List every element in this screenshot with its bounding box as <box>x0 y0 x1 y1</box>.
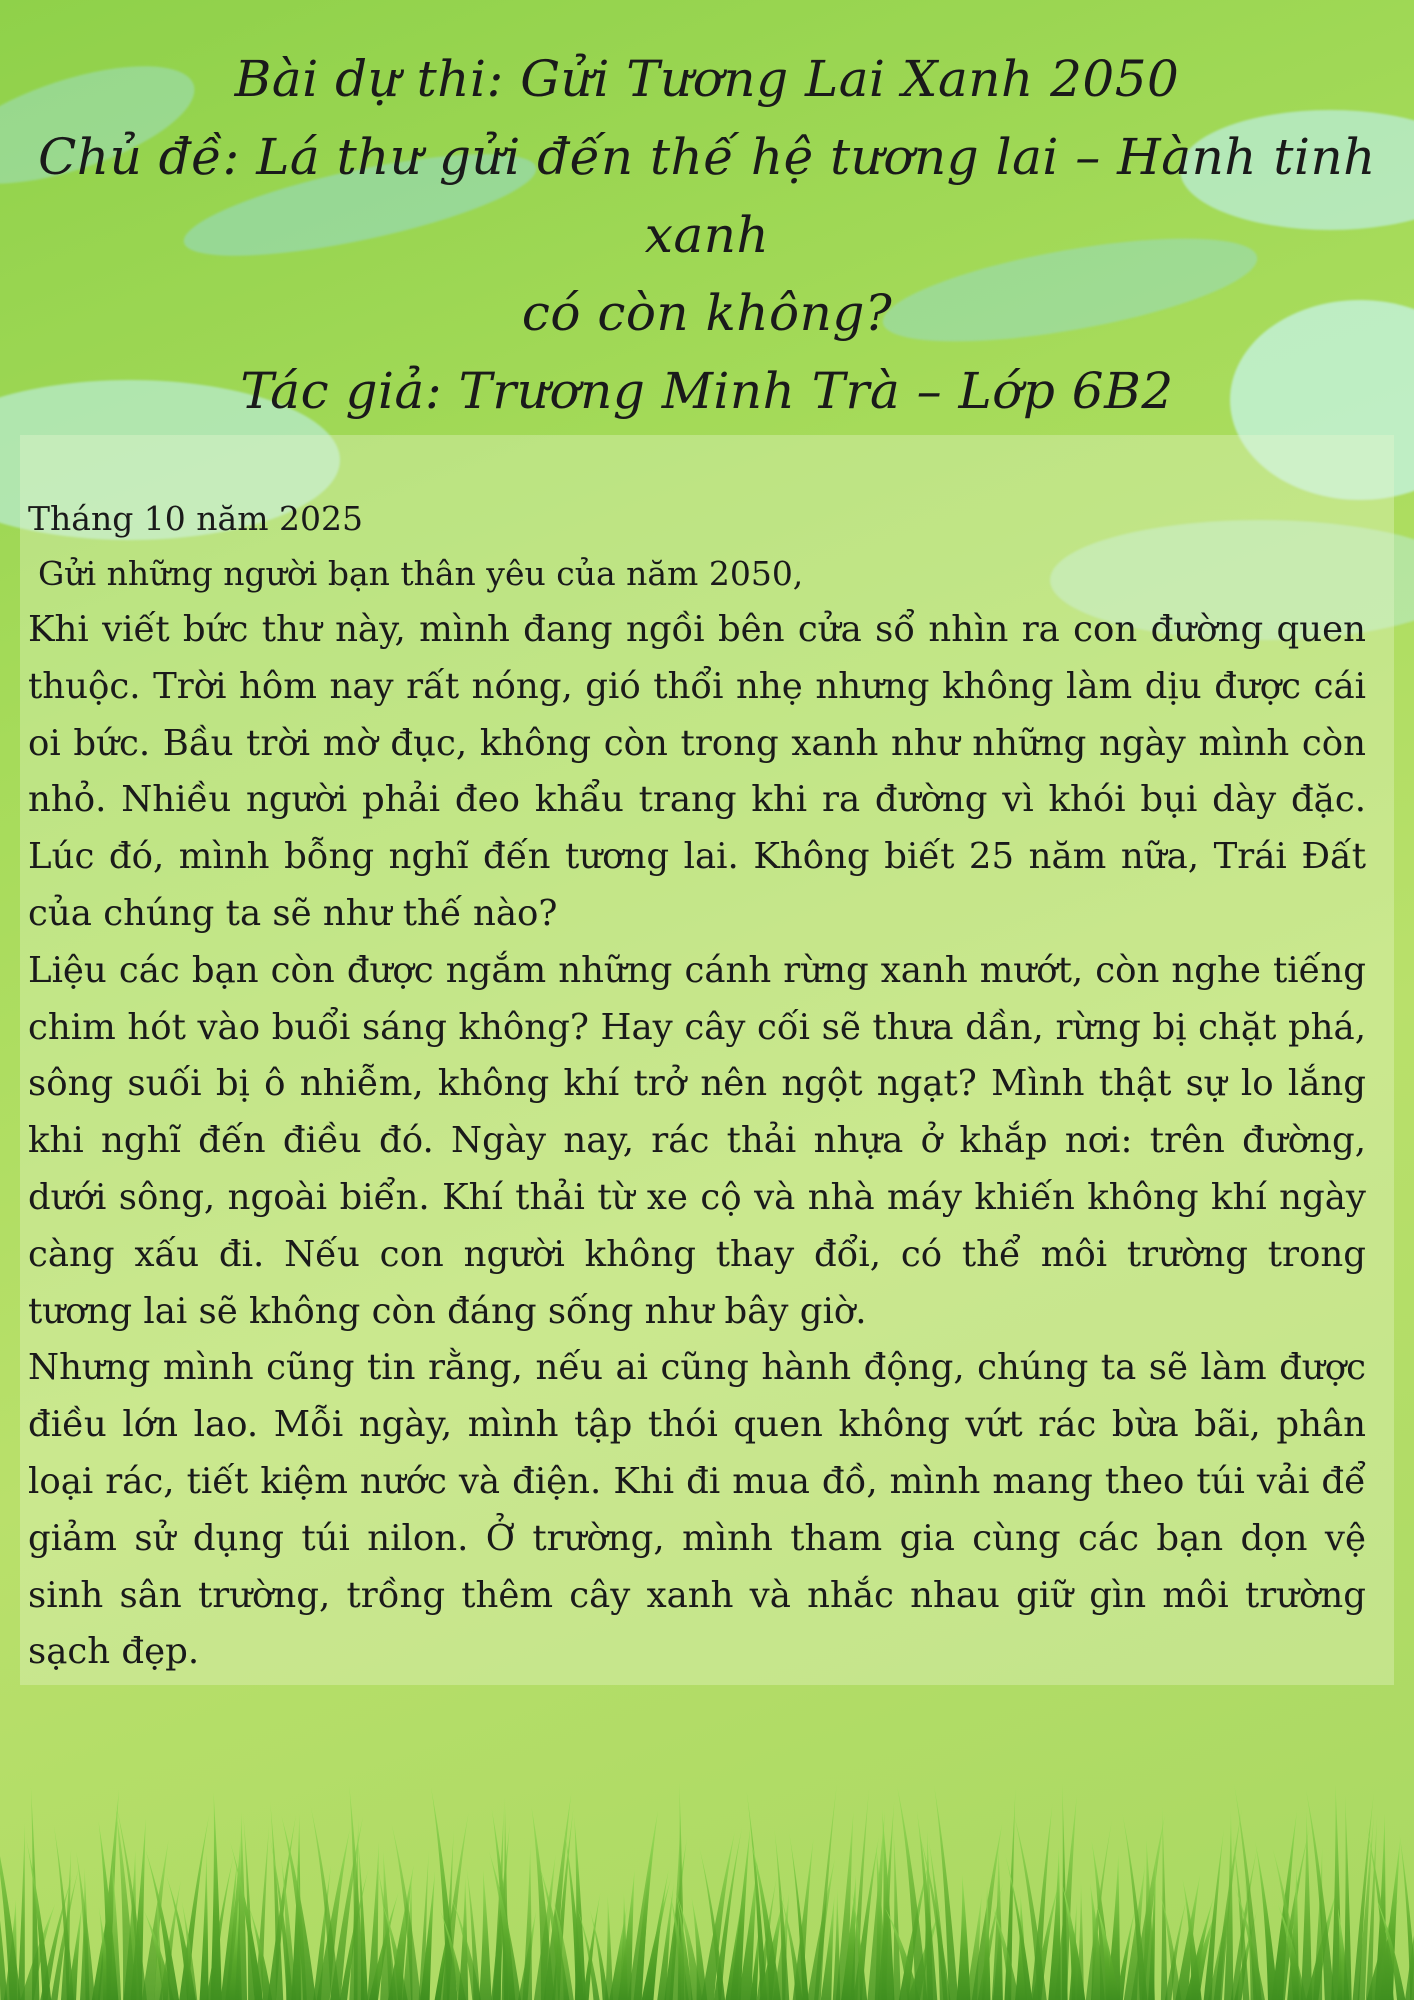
letter-greeting: Gửi những người bạn thân yêu của năm 2050, <box>38 554 804 593</box>
contest-title: Bài dự thi: Gửi Tương Lai Xanh 2050 <box>234 50 1180 108</box>
letter-paragraph: Nhưng mình cũng tin rằng, nếu ai cũng hành động, chúng ta sẽ làm được điều lớn lao. Mỗi ngày, mình tập thói quen không vứt rác bừa bãi, phân loại rác, tiết kiệm nước và điện. Khi đi mua đồ, mình mang theo túi vải để giảm sử dụng túi nilon. Ở trường, mình tham gia cùng các bạn dọn vệ sinh sân trường, trồng thêm cây xanh và nhắc nhau giữ gìn môi trường sạch đẹp. <box>28 1347 1366 1673</box>
theme-title-line2: có còn không? <box>521 284 893 342</box>
grass-blade <box>1301 1810 1312 2000</box>
grass-decoration <box>0 1770 1414 2000</box>
letter-paragraph: Khi viết bức thư này, mình đang ngồi bên cửa sổ nhìn ra con đường quen thuộc. Trời hôm nay rất nóng, gió thổi nhẹ nhưng không làm dịu được cái oi bức. Bầu trời mờ đục, không còn trong xanh như những ngày mình còn nhỏ. Nhiều người phải đeo khẩu trang khi ra đường vì khói bụi dày đặc. Lúc đó, mình bỗng nghĩ đến tương lai. Không biết 25 năm nữa, Trái Đất của chúng ta sẽ như thế nào? <box>28 609 1366 934</box>
letter-paragraph: Liệu các bạn còn được ngắm những cánh rừng xanh mướt, còn nghe tiếng chim hót vào buổi sáng không? Hay cây cối sẽ thưa dần, rừng bị chặt phá, sông suối bị ô nhiễm, không khí trở nên ngột ngạt? Mình thật sự lo lắng khi nghĩ đến điều đó. Ngày nay, rác thải nhựa ở khắp nơi: trên đường, dưới sông, ngoài biển. Khí thải từ xe cộ và nhà máy khiến không khí ngày càng xấu đi. Nếu con người không thay đổi, có thể môi trường trong tương lai sẽ không còn đáng sống như bây giờ. <box>28 949 1366 1332</box>
grass-blade <box>893 1829 901 2000</box>
page-header <box>20 40 1394 430</box>
letter-date: Tháng 10 năm 2025 <box>28 499 363 538</box>
grass-blade <box>420 1870 435 2000</box>
letter-body <box>28 492 1366 1681</box>
grass-blade <box>466 1867 480 2000</box>
grass-blade <box>881 1809 894 2000</box>
grass-blade <box>479 1869 492 2000</box>
grass-blade <box>1399 1833 1414 2000</box>
grass-blade <box>1161 1806 1168 2000</box>
author-line: Tác giả: Trương Minh Trà – Lớp 6B2 <box>240 362 1174 420</box>
theme-title-line1: Chủ đề: Lá thư gửi đến thế hệ tương lai – Hành tinh xanh <box>38 128 1376 264</box>
grass-blade <box>210 1792 221 2000</box>
grass-blade <box>1224 1811 1233 2000</box>
grass-blade <box>1344 1795 1352 2000</box>
grass-blade <box>605 1895 613 2000</box>
grass-blade <box>1077 1881 1084 2000</box>
grass-blade <box>957 1874 971 2000</box>
grass-blade <box>200 1853 209 2000</box>
grass-blade <box>574 1816 586 2000</box>
grass-blade <box>18 1823 25 2000</box>
